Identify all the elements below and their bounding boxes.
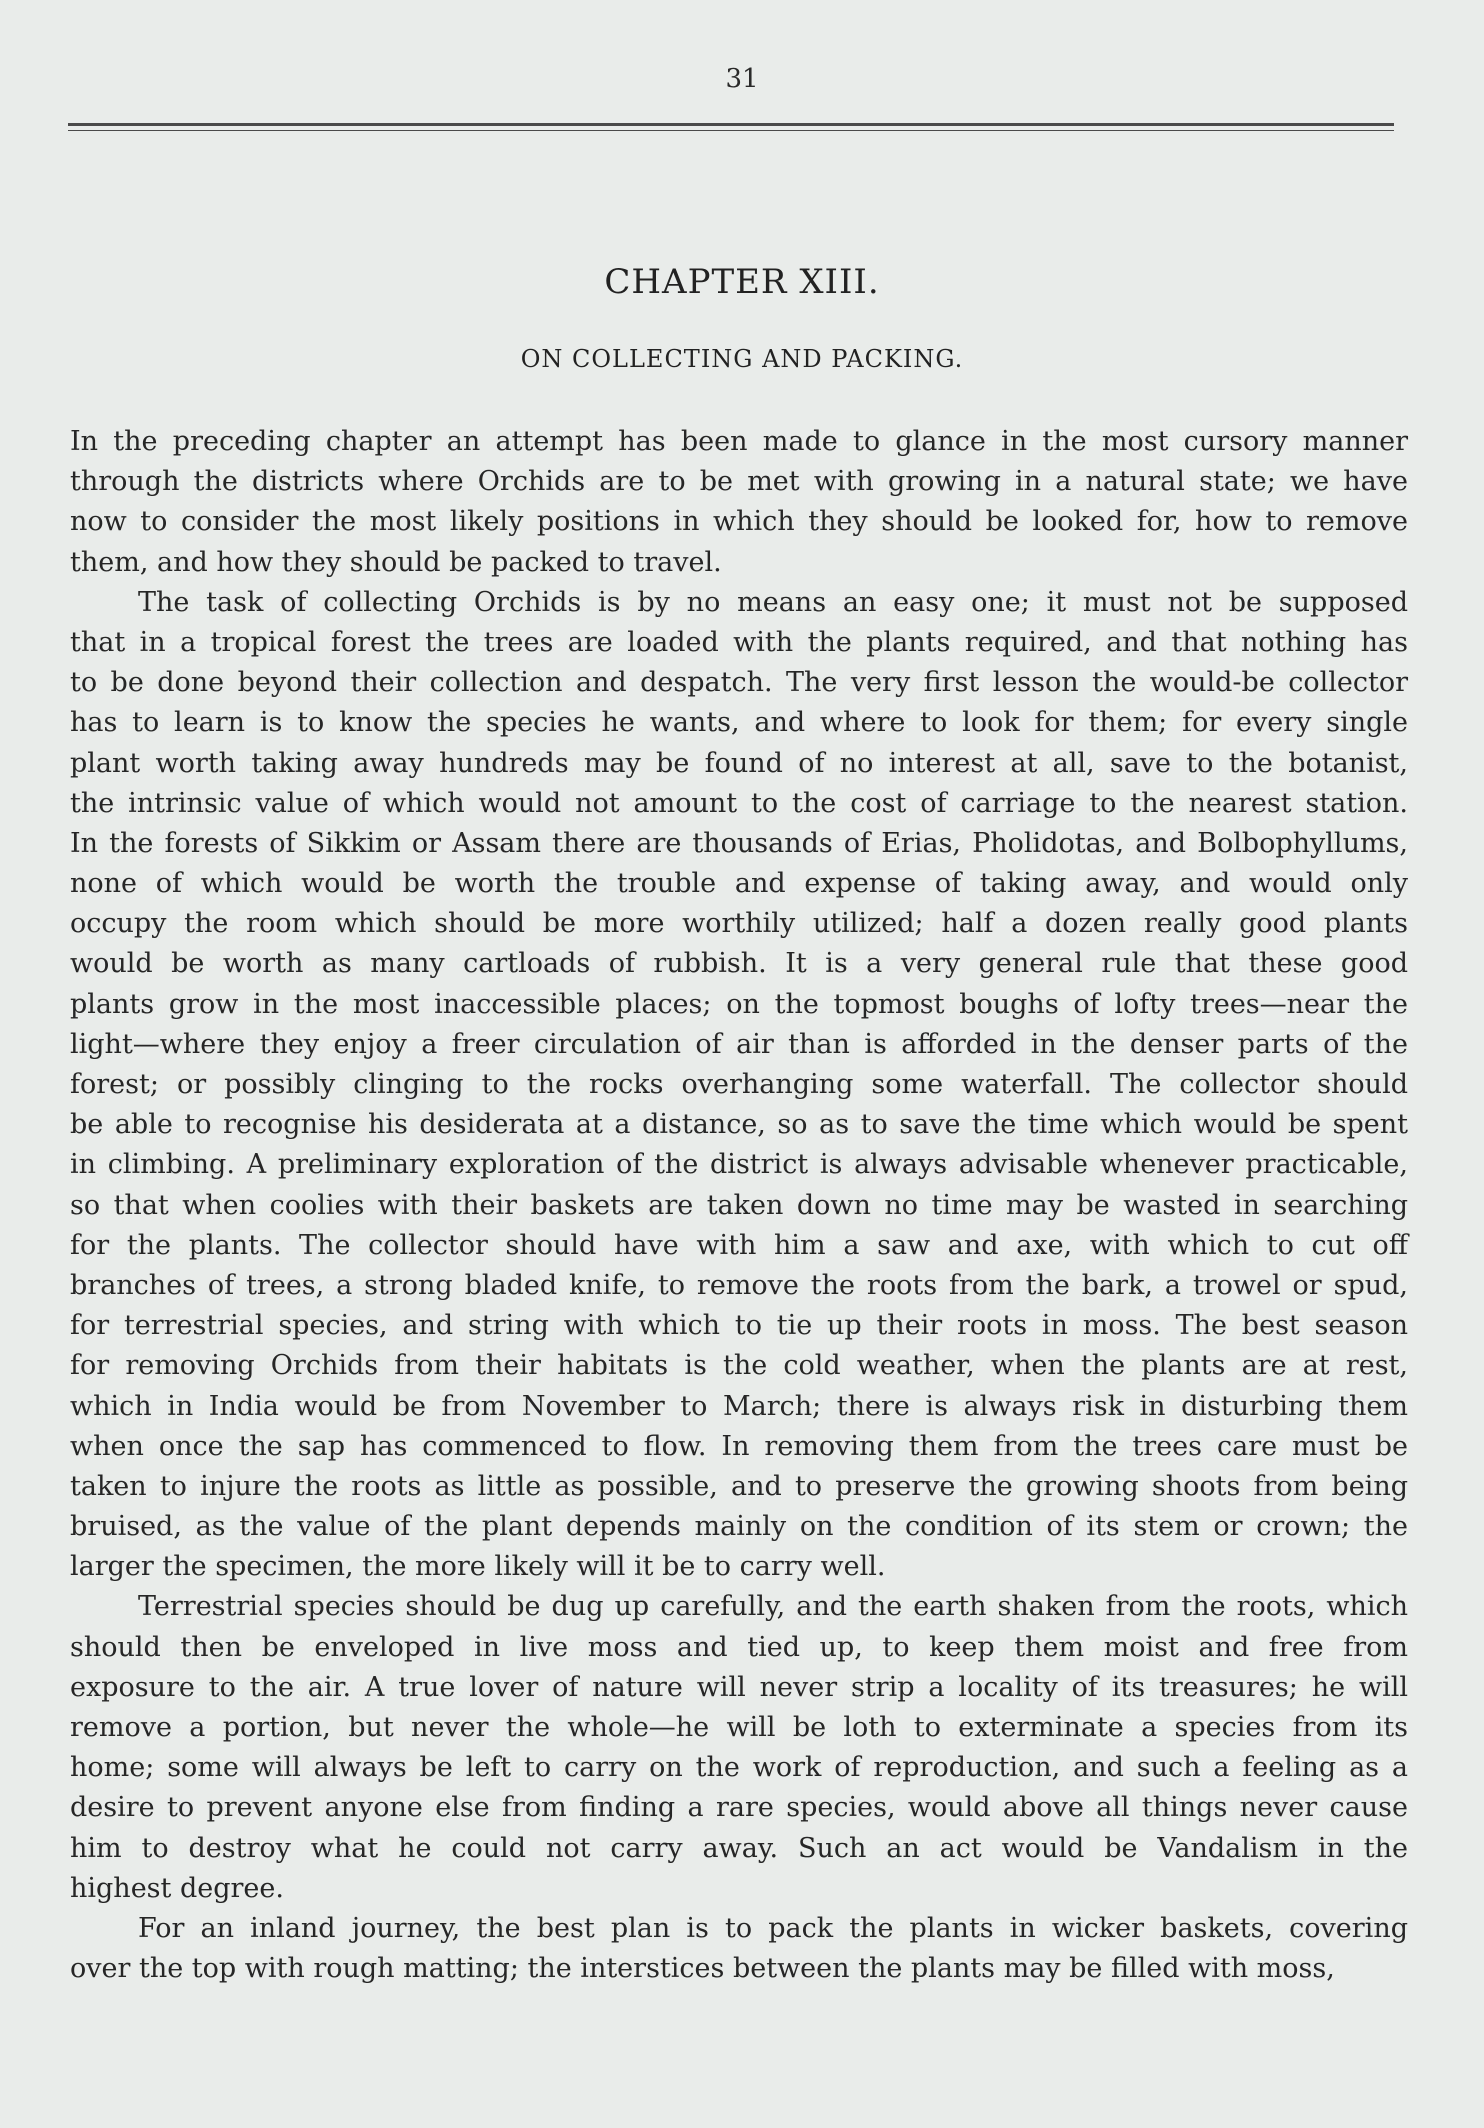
text-line: would be worth as many cartloads of rubbish. It is a very general rule that these good bbox=[70, 948, 1408, 980]
paragraph bbox=[70, 1587, 1408, 1909]
text-line: Terrestrial species should be dug up carefully, and the earth shaken from the roots, which bbox=[138, 1591, 1408, 1623]
text-line: so that when coolies with their baskets are taken down no time may be wasted in searching bbox=[70, 1189, 1408, 1221]
text-line: none of which would be worth the trouble and expense of taking away, and would only bbox=[70, 868, 1408, 900]
text-line: to be done beyond their collection and despatch. The very first lesson the would-be collector bbox=[70, 667, 1408, 699]
text-line: has to learn is to know the species he wants, and where to look for them; for every single bbox=[70, 707, 1408, 739]
text-line: taken to injure the roots as little as possible, and to preserve the growing shoots from being bbox=[70, 1470, 1408, 1502]
text-line: desire to prevent anyone else from finding a rare species, would above all things never cause bbox=[70, 1792, 1408, 1824]
chapter-subtitle: ON COLLECTING AND PACKING. bbox=[520, 345, 964, 373]
paragraph bbox=[70, 583, 1408, 1588]
text-line: them, and how they should be packed to travel. bbox=[70, 546, 722, 578]
text-line: plant worth taking away hundreds may be found of no interest at all, save to the botanist, bbox=[70, 747, 1408, 779]
text-line: light—where they enjoy a freer circulation of air than is afforded in the denser parts of the bbox=[70, 1028, 1408, 1060]
header-rule-thin bbox=[68, 130, 1394, 131]
text-line: over the top with rough matting; the interstices between the plants may be filled with moss, bbox=[70, 1953, 1335, 1985]
text-line: In the forests of Sikkim or Assam there are thousands of Erias, Pholidotas, and Bolbophyllums, bbox=[70, 827, 1408, 859]
text-line: larger the specimen, the more likely will it be to carry well. bbox=[70, 1551, 886, 1583]
text-line: bruised, as the value of the plant depends mainly on the condition of its stem or crown; the bbox=[70, 1511, 1408, 1543]
text-line: forest; or possibly clinging to the rocks overhanging some waterfall. The collector should bbox=[70, 1069, 1408, 1100]
text-line: highest degree. bbox=[70, 1872, 284, 1904]
text-line: for terrestrial species, and string with which to tie up their roots in moss. The best season bbox=[70, 1310, 1408, 1342]
text-line: him to destroy what he could not carry away. Such an act would be Vandalism in the bbox=[70, 1832, 1408, 1864]
text-line: home; some will always be left to carry on the work of reproduction, and such a feeling as a bbox=[70, 1752, 1408, 1784]
paragraph bbox=[70, 422, 1408, 583]
text-line: For an inland journey, the best plan is to pack the plants in wicker baskets, covering bbox=[138, 1912, 1408, 1944]
text-line: for removing Orchids from their habitats is the cold weather, when the plants are at rest, bbox=[70, 1350, 1408, 1382]
text-line: for the plants. The collector should have with him a saw and axe, with which to cut off bbox=[70, 1229, 1408, 1261]
text-line: plants grow in the most inaccessible places; on the topmost boughs of lofty trees—near the bbox=[70, 988, 1408, 1020]
text-line: that in a tropical forest the trees are loaded with the plants required, and that nothing has bbox=[70, 626, 1408, 658]
chapter-title: CHAPTER XIII. bbox=[604, 262, 880, 302]
text-line: which in India would be from November to March; there is always risk in disturbing them bbox=[70, 1390, 1408, 1422]
text-line: in climbing. A preliminary exploration of the district is always advisable whenever practicable, bbox=[70, 1149, 1408, 1181]
header-rule-thick bbox=[68, 123, 1394, 126]
text-line: The task of collecting Orchids is by no means an easy one; it must not be supposed bbox=[138, 586, 1408, 618]
page-number: 31 bbox=[725, 64, 759, 94]
text-line: now to consider the most likely positions in which they should be looked for, how to remove bbox=[70, 506, 1408, 538]
text-line: when once the sap has commenced to flow. In removing them from the trees care must be bbox=[70, 1430, 1408, 1462]
text-line: be able to recognise his desiderata at a distance, so as to save the time which would be spent bbox=[70, 1109, 1408, 1141]
paragraph bbox=[70, 1909, 1408, 1989]
text-line: the intrinsic value of which would not amount to the cost of carriage to the nearest station. bbox=[70, 787, 1408, 819]
text-line: remove a portion, but never the whole—he will be loth to exterminate a species from its bbox=[70, 1712, 1408, 1743]
text-line: through the districts where Orchids are to be met with growing in a natural state; we have bbox=[70, 466, 1408, 498]
body-text bbox=[70, 422, 1408, 1989]
text-line: In the preceding chapter an attempt has been made to glance in the most cursory manner bbox=[70, 426, 1408, 457]
text-line: branches of trees, a strong bladed knife, to remove the roots from the bark, a trowel or spud, bbox=[70, 1269, 1408, 1301]
text-line: occupy the room which should be more worthily utilized; half a dozen really good plants bbox=[70, 908, 1408, 940]
text-line: should then be enveloped in live moss and tied up, to keep them moist and free from bbox=[70, 1631, 1408, 1663]
text-line: exposure to the air. A true lover of nature will never strip a locality of its treasures; he will bbox=[70, 1671, 1408, 1703]
